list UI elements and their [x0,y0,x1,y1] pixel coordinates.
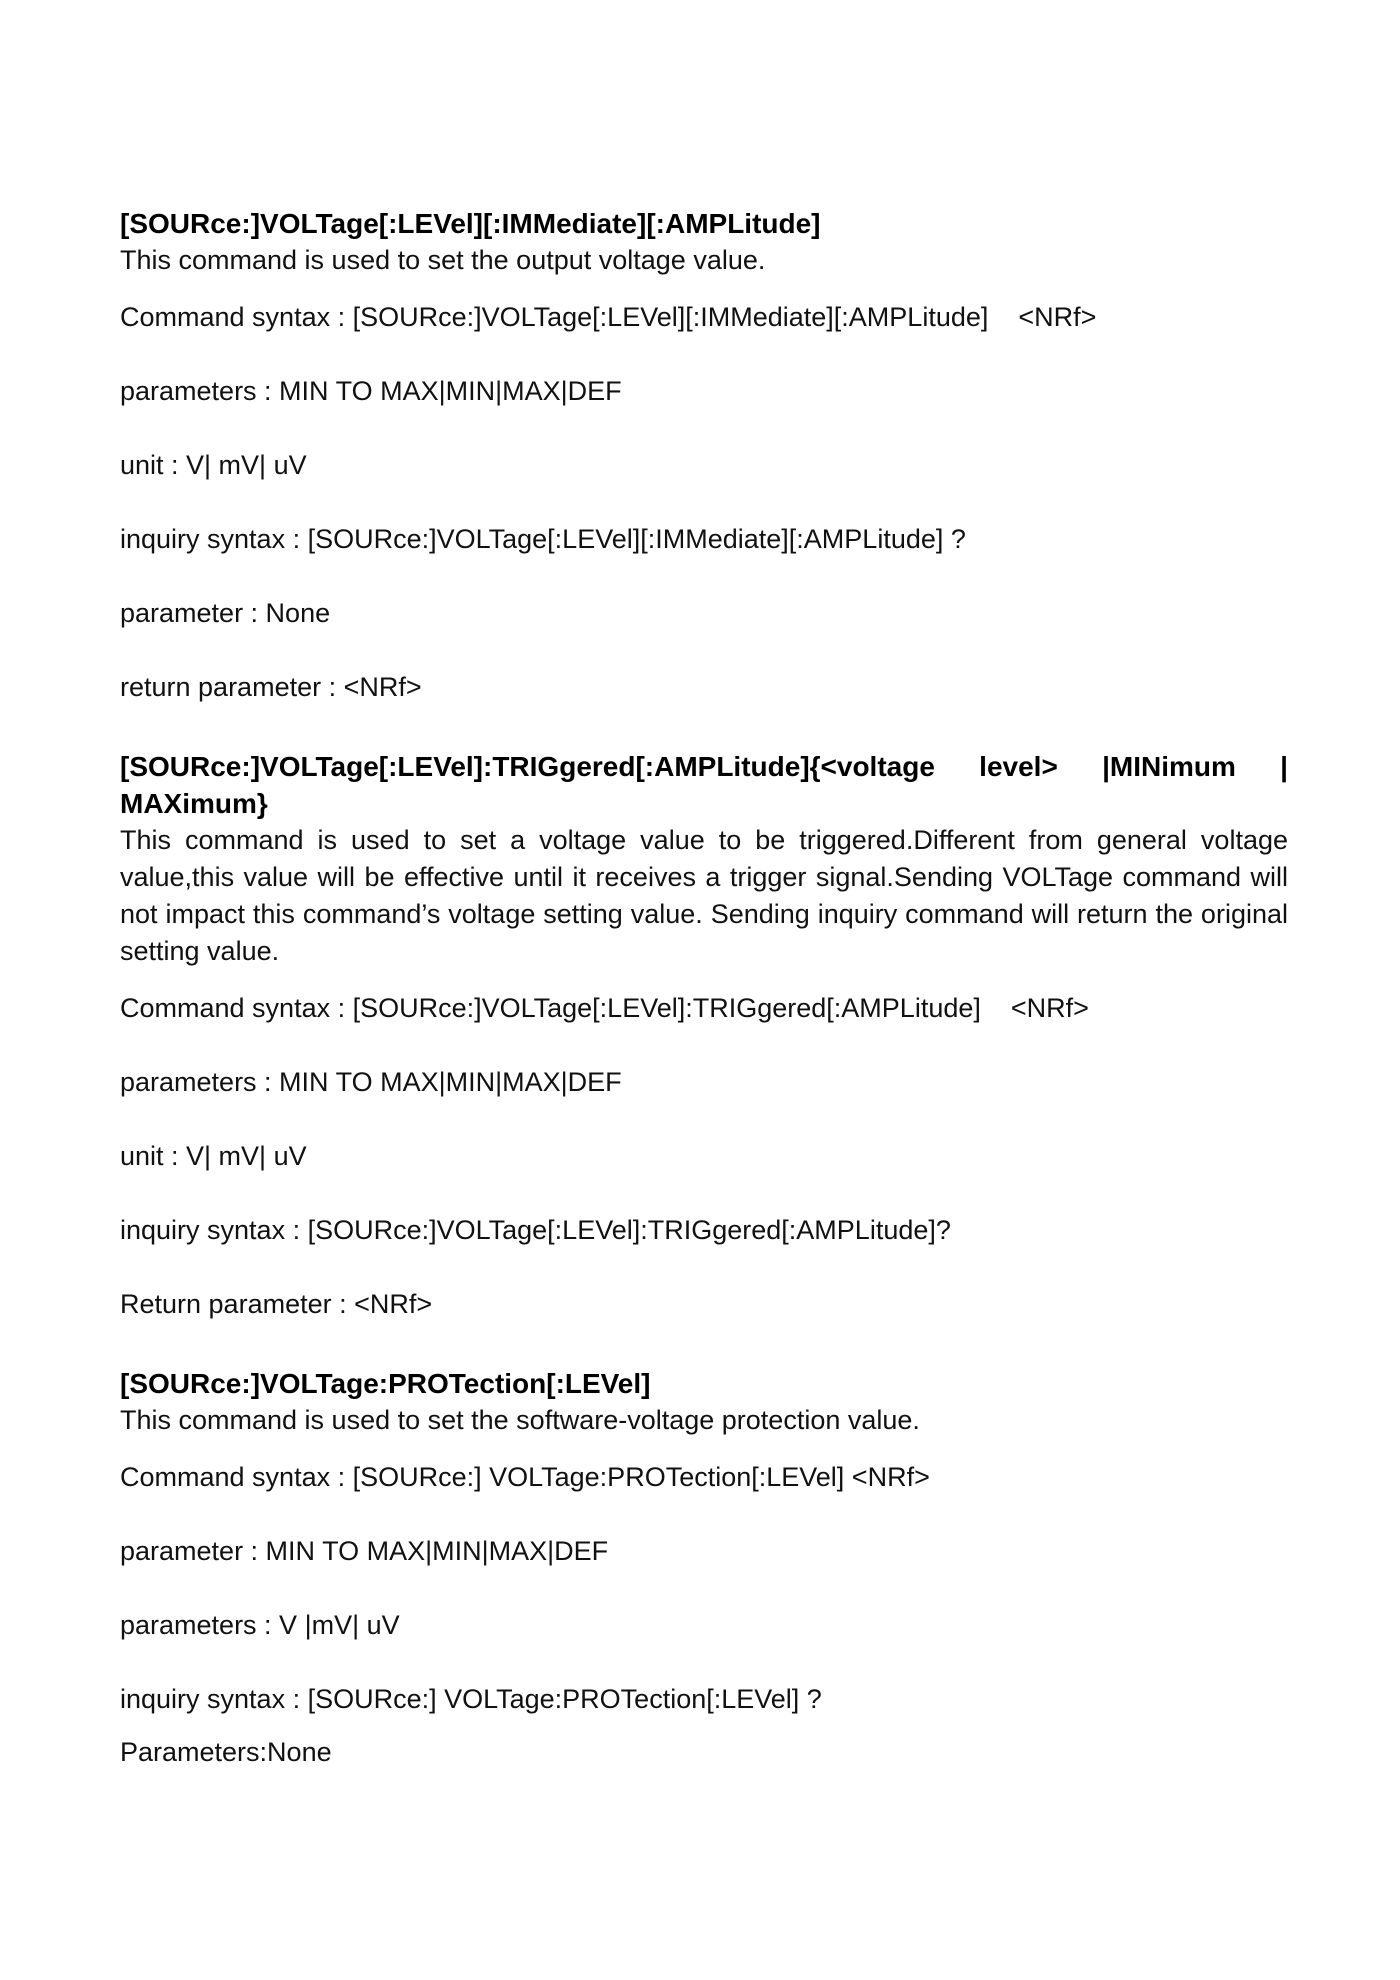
section-heading: [SOURce:]VOLTage:PROTection[:LEVel] [120,1368,651,1399]
section-voltage-amplitude [120,205,1288,706]
return-parameter: Return parameter : <NRf> [120,1289,433,1319]
command-syntax: Command syntax : [SOURce:]VOLTage[:LEVel]:TRIGgered[:AMPLitude] <NRf> [120,993,1089,1023]
unit-line: unit : V| mV| uV [120,450,307,480]
section-voltage-triggered [120,748,1288,1323]
parameters-none-line: Parameters:None [120,1737,332,1767]
return-parameter: return parameter : <NRf> [120,672,422,702]
unit-line: unit : V| mV| uV [120,1141,307,1171]
command-syntax: Command syntax : [SOURce:]VOLTage[:LEVel][:IMMediate][:AMPLitude] <NRf> [120,302,1097,332]
inquiry-syntax: inquiry syntax : [SOURce:]VOLTage[:LEVel]:TRIGgered[:AMPLitude]? [120,1215,951,1245]
inquiry-syntax: inquiry syntax : [SOURce:]VOLTage[:LEVel][:IMMediate][:AMPLitude] ? [120,524,966,554]
section-description: This command is used to set the software-voltage protection value. [120,1405,920,1435]
parameter-line: parameter : MIN TO MAX|MIN|MAX|DEF [120,1536,609,1566]
section-description: This command is used to set a voltage value to be triggered.Different from general voltage value,this value will be effective until it receives a trigger signal.Sending VOLTage command will not impact this command’s voltage setting value. Sending inquiry command will return the original setting value. [120,825,1288,966]
document-page [120,205,1288,1771]
parameter-line: parameter : None [120,598,331,628]
section-voltage-protection [120,1365,1288,1771]
parameters-line: parameters : MIN TO MAX|MIN|MAX|DEF [120,1067,622,1097]
section-heading: [SOURce:]VOLTage[:LEVel]:TRIGgered[:AMPLitude]{<voltage level> |MINimum | MAXimum} [120,751,1288,819]
section-description: This command is used to set the output voltage value. [120,245,766,275]
inquiry-syntax: inquiry syntax : [SOURce:] VOLTage:PROTection[:LEVel] ? [120,1684,822,1714]
parameters-line: parameters : MIN TO MAX|MIN|MAX|DEF [120,376,622,406]
section-heading: [SOURce:]VOLTage[:LEVel][:IMMediate][:AMPLitude] [120,208,821,239]
command-syntax: Command syntax : [SOURce:] VOLTage:PROTection[:LEVel] <NRf> [120,1462,930,1492]
parameters-line: parameters : V |mV| uV [120,1610,400,1640]
